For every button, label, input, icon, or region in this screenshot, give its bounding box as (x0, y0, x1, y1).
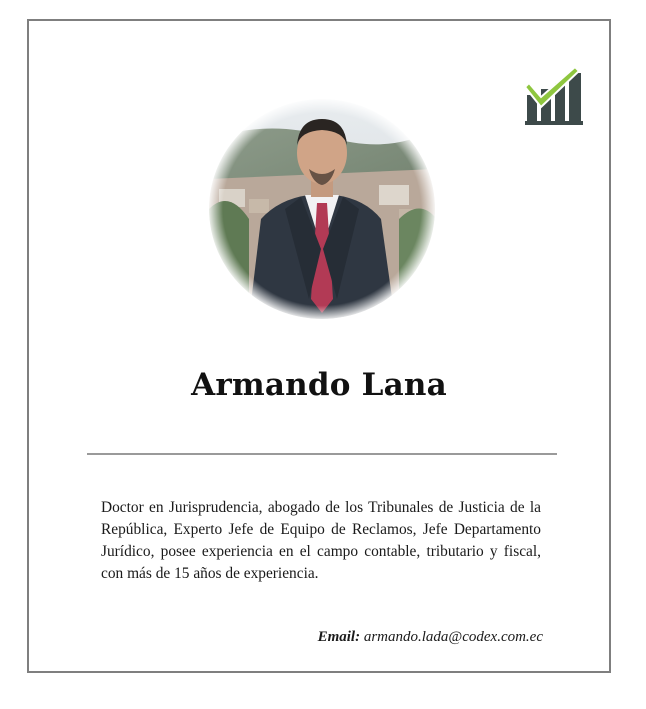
person-name: Armando Lana (191, 367, 447, 403)
email-line (318, 629, 543, 646)
profile-card (27, 19, 611, 673)
email-label: Email: (317, 629, 361, 645)
person-bio: Doctor en Jurisprudencia, abogado de los Tribunales de Justicia de la República, Experto Jefe de Equipo de Reclamos, Jefe Departamento Jurídico, posee experiencia en el campo contable, tributario y fiscal, con más de 15 años de experiencia. (101, 499, 541, 582)
check-chart-icon (525, 65, 587, 127)
portrait-image (209, 99, 435, 319)
email-address: armando.lada@codex.com.ec (363, 629, 543, 645)
profile-photo (209, 99, 435, 319)
divider (87, 453, 557, 455)
